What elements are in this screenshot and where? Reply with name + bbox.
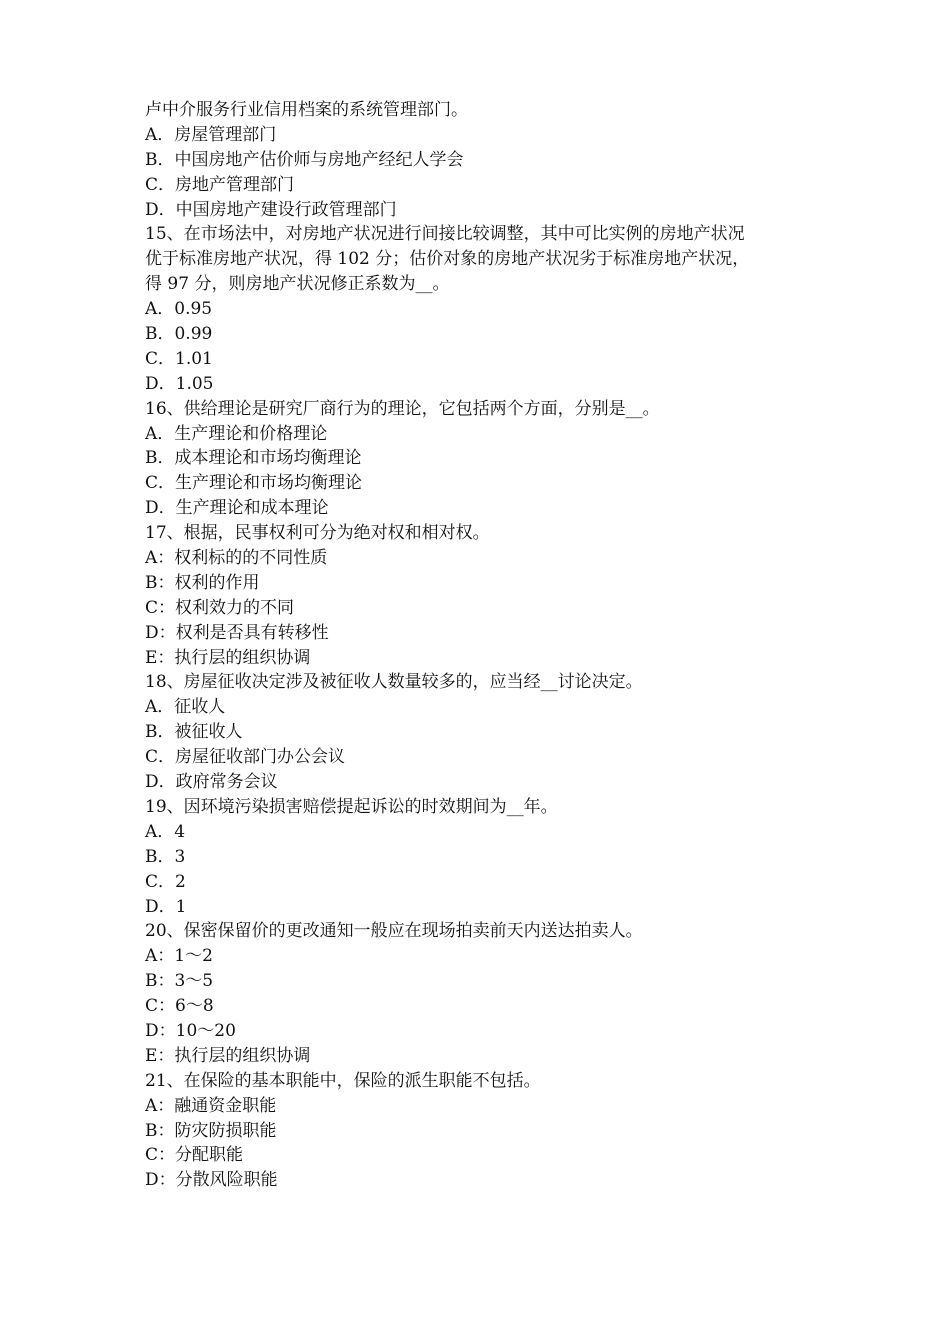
option-b: B．被征收人 (145, 722, 243, 743)
option-c: C．房地产管理部门 (145, 174, 295, 195)
option-b: B：权利的作用 (145, 572, 260, 593)
option-b: B：防灾防损职能 (145, 1120, 277, 1141)
option-c: C：6～8 (145, 996, 214, 1017)
option-d: D．1 (145, 896, 187, 917)
question-15-cont: 得 97 分，则房地产状况修正系数为__。 (145, 274, 450, 295)
question-15: 15、在市场法中，对房地产状况进行间接比较调整，其中可比实例的房地产状况 (145, 224, 745, 245)
option-a: A．征收人 (145, 697, 226, 718)
question-20: 20、保密保留价的更改通知一般应在现场拍卖前天内送达拍卖人。 (145, 921, 643, 942)
option-c: C．房屋征收部门办公会议 (145, 747, 346, 768)
question-21: 21、在保险的基本职能中，保险的派生职能不包括。 (145, 1070, 541, 1091)
option-a: A：1～2 (145, 946, 213, 967)
option-a: A．4 (145, 821, 186, 842)
option-e: E：执行层的组织协调 (145, 647, 311, 668)
text-line: 卢中介服务行业信用档案的系统管理部门。 (145, 100, 468, 120)
option-a: A：融通资金职能 (145, 1095, 277, 1116)
question-19: 19、因环境污染损害赔偿提起诉讼的时效期间为__年。 (145, 796, 558, 817)
option-c: C．1.01 (145, 348, 213, 369)
option-a: A．房屋管理部门 (145, 124, 277, 145)
option-c: C：分配职能 (145, 1145, 244, 1166)
option-d: D：分散风险职能 (145, 1170, 278, 1191)
option-b: B．成本理论和市场均衡理论 (145, 448, 362, 469)
option-b: B．0.99 (145, 324, 213, 345)
option-c: C：权利效力的不同 (145, 597, 295, 618)
option-d: D．1.05 (145, 373, 214, 394)
option-d: D．生产理论和成本理论 (145, 498, 329, 519)
option-d: D：10～20 (145, 1020, 236, 1041)
question-15-cont: 优于标准房地产状况，得 102 分；估价对象的房地产状况劣于标准房地产状况， (145, 249, 750, 270)
question-16: 16、供给理论是研究厂商行为的理论，它包括两个方面，分别是__。 (145, 398, 660, 419)
question-18: 18、房屋征收决定涉及被征收人数量较多的，应当经__讨论决定。 (145, 672, 643, 693)
option-d: D：权利是否具有转移性 (145, 622, 329, 643)
option-b: B．中国房地产估价师与房地产经纪人学会 (145, 149, 464, 170)
document-page (145, 98, 825, 1193)
option-c: C．2 (145, 871, 186, 892)
option-a: A．0.95 (145, 299, 213, 320)
option-b: B．3 (145, 846, 186, 867)
option-e: E：执行层的组织协调 (145, 1045, 311, 1066)
option-b: B：3～5 (145, 971, 214, 992)
option-d: D．政府常务会议 (145, 772, 278, 793)
question-17: 17、根据，民事权利可分为绝对权和相对权。 (145, 523, 490, 544)
option-c: C．生产理论和市场均衡理论 (145, 473, 363, 494)
option-d: D．中国房地产建设行政管理部门 (145, 199, 397, 220)
option-a: A．生产理论和价格理论 (145, 423, 328, 444)
option-a: A：权利标的的不同性质 (145, 548, 328, 569)
